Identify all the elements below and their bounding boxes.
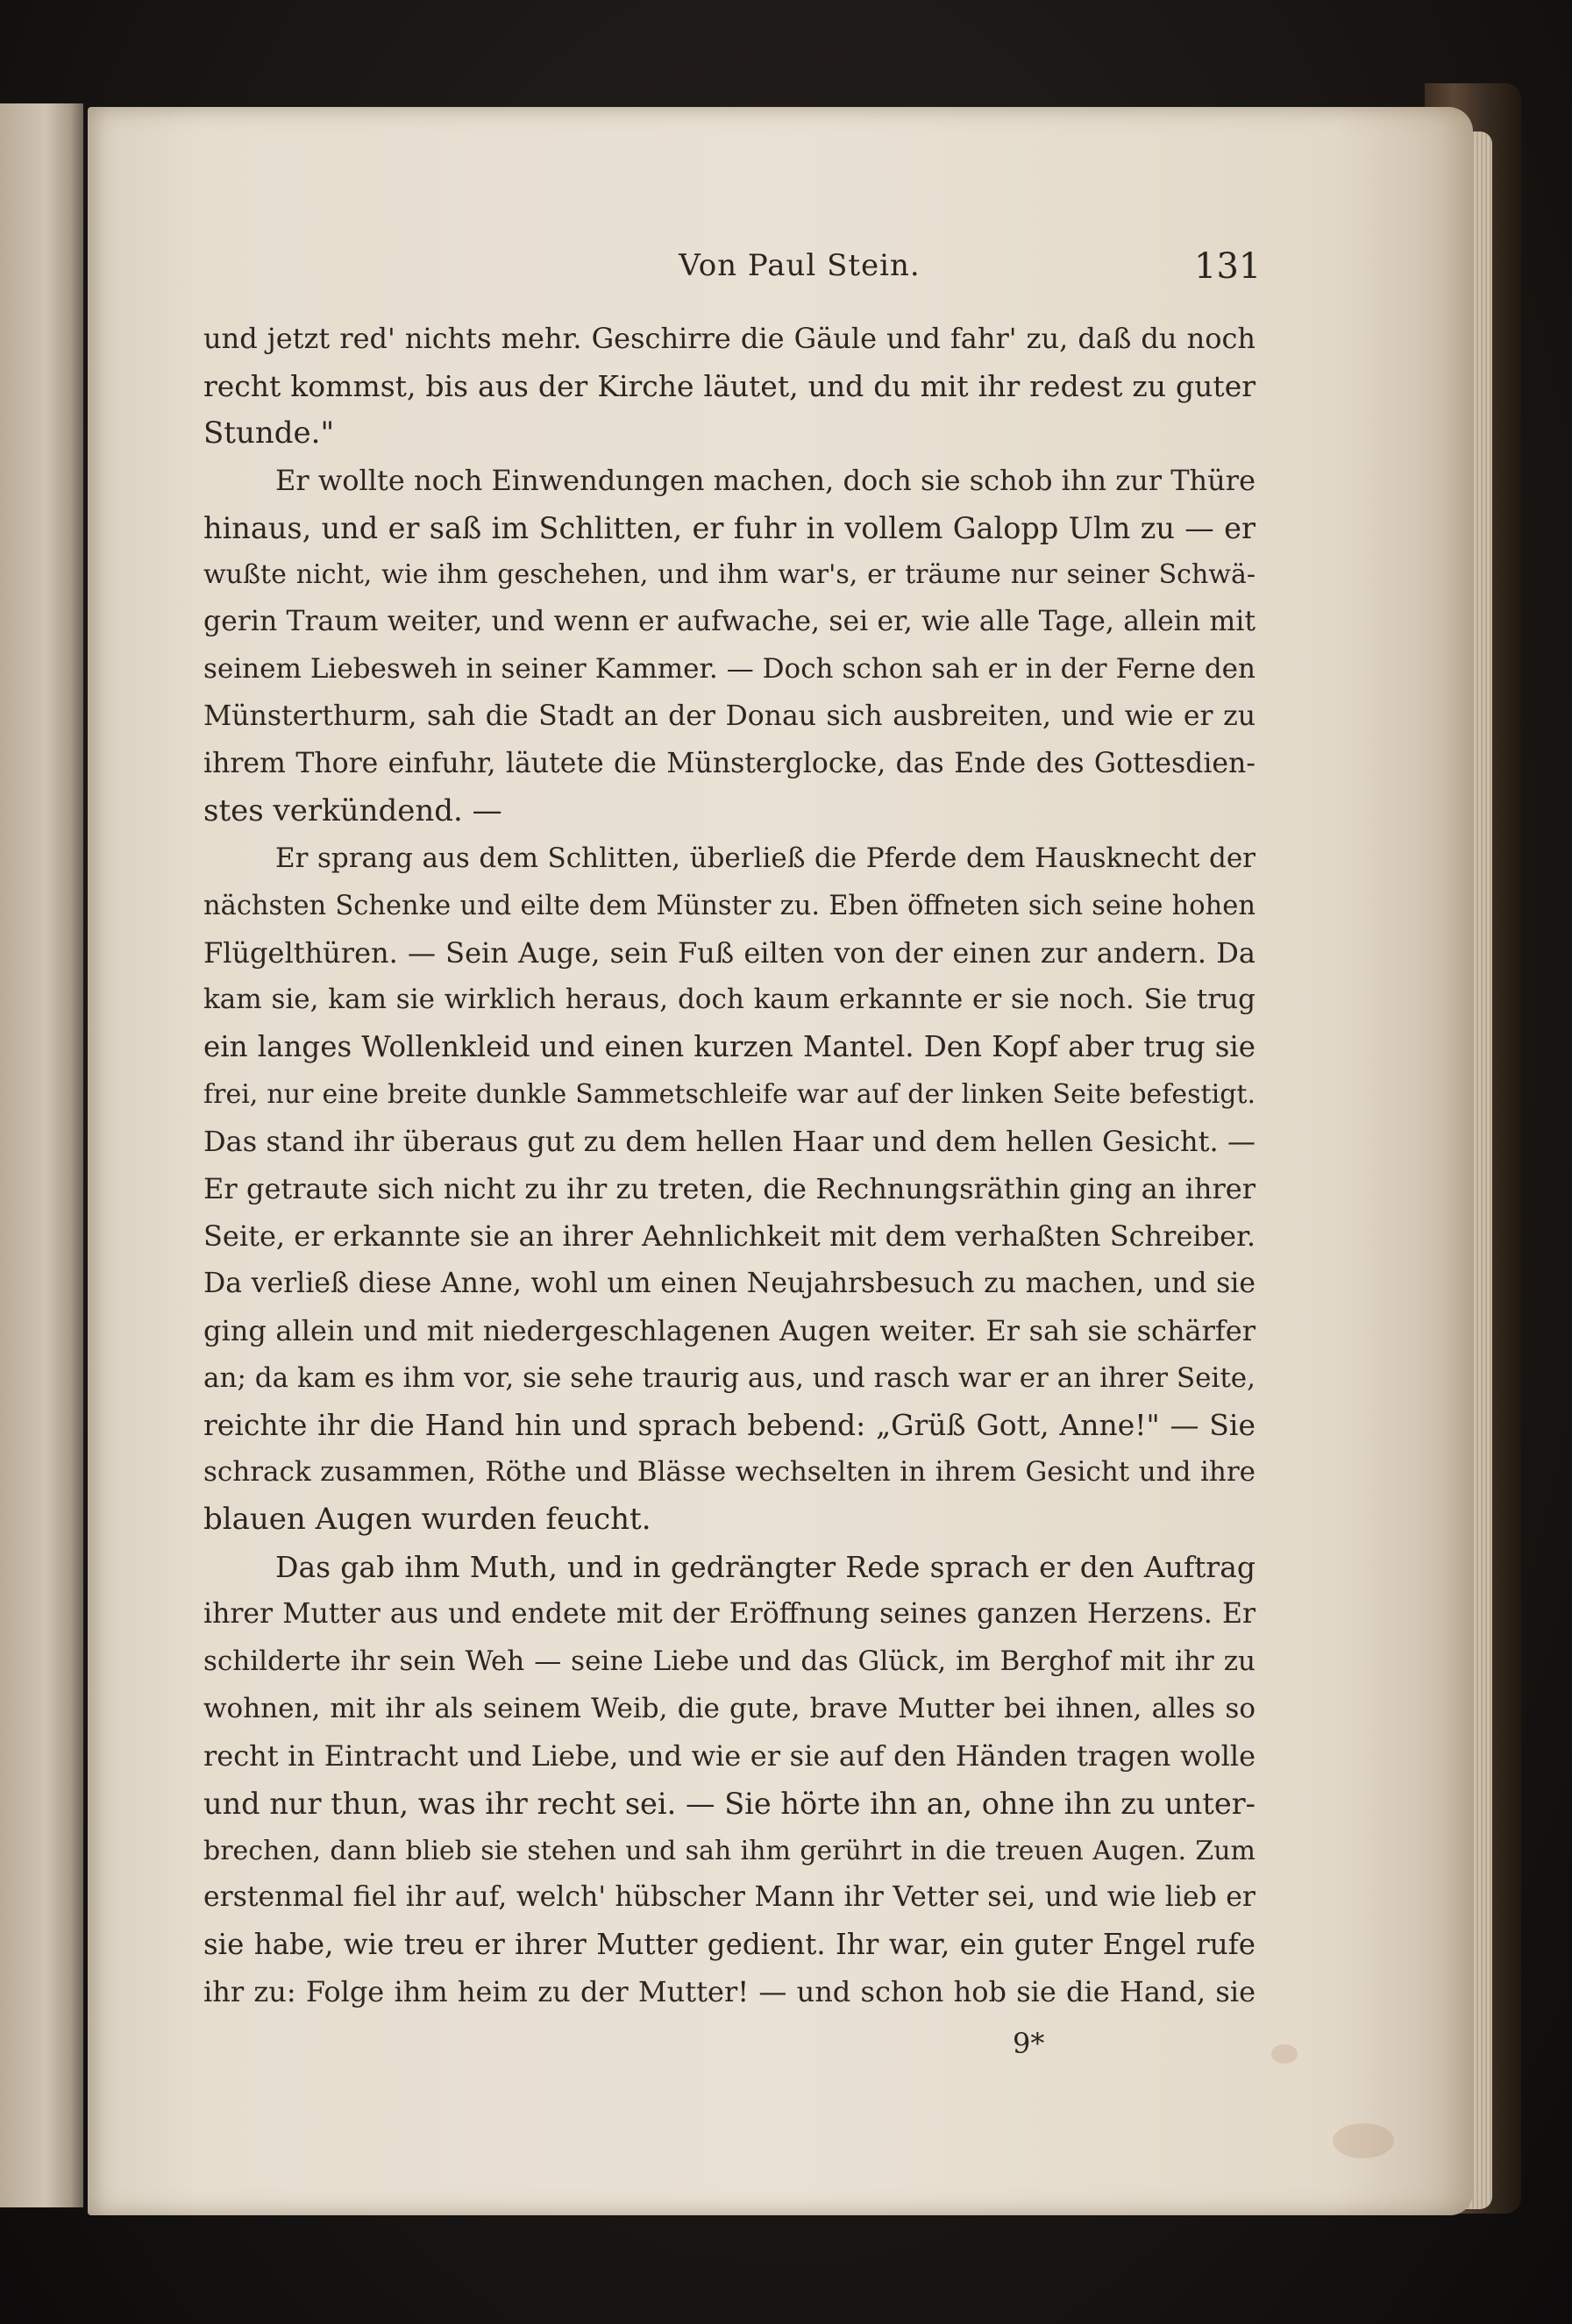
text-line: wußte nicht, wie ihm geschehen, und ihm war's, er träume nur seiner Schwä- (203, 559, 1255, 591)
body-text (203, 316, 1255, 2016)
text-line: Stunde." (203, 415, 335, 451)
running-title: Von Paul Stein. (679, 248, 921, 283)
text-line: recht in Eintracht und Liebe, und wie er sie auf den Händen tragen wolle (203, 1738, 1255, 1773)
text-line: ein langes Wollenkleid und einen kurzen Mantel. Den Kopf aber trug sie (203, 1030, 1255, 1064)
text-line: frei, nur eine breite dunkle Sammetschleife war auf der linken Seite befestigt. (203, 1079, 1255, 1111)
text-line: Flügelthüren. — Sein Auge, sein Fuß eilten von der einen zur andern. Da (203, 935, 1255, 970)
text-line: kam sie, kam sie wirklich heraus, doch kaum erkannte er sie noch. Sie trug (203, 984, 1255, 1016)
text-line: gerin Traum weiter, und wenn er aufwache, sei er, wie alle Tage, allein mit (203, 606, 1255, 638)
text-line: nächsten Schenke und eilte dem Münster zu. Eben öffneten sich seine hohen (203, 890, 1255, 921)
text-line: stes verkündend. — (203, 792, 502, 828)
text-line: ging allein und mit niedergeschlagenen Augen weiter. Er sah sie schärfer (203, 1313, 1255, 1347)
text-line: sie habe, wie treu er ihrer Mutter gedient. Ihr war, ein guter Engel rufe (203, 1928, 1255, 1962)
text-line: hinaus, und er saß im Schlitten, er fuhr in vollem Galopp Ulm zu — er (203, 510, 1255, 545)
text-line: wohnen, mit ihr als seinem Weib, die gute, brave Mutter bei ihnen, alles so (203, 1692, 1255, 1724)
text-line: erstenmal fiel ihr auf, welch' hübscher Mann ihr Vetter sei, und wie lieb er (203, 1881, 1255, 1914)
text-line: Er sprang aus dem Schlitten, überließ die Pferde dem Hausknecht der (275, 842, 1255, 874)
text-line: schilderte ihr sein Weh — seine Liebe und das Glück, im Berghof mit ihr zu (203, 1645, 1255, 1677)
text-line: reichte ihr die Hand hin und sprach bebend: „Grüß Gott, Anne!" — Sie (203, 1408, 1255, 1443)
text-line: ihr zu: Folge ihm heim zu der Mutter! — und schon hob sie die Hand, sie (203, 1975, 1255, 2009)
text-line: an; da kam es ihm vor, sie sehe traurig aus, und rasch war er an ihrer Seite, (203, 1361, 1255, 1394)
page-number: 131 (1194, 246, 1262, 287)
running-header (88, 248, 1473, 292)
paper-stain (1333, 2123, 1394, 2158)
text-line: recht kommst, bis aus der Kirche läutet, und du mit ihr redest zu guter (203, 368, 1255, 403)
text-line: und jetzt red' nichts mehr. Geschirre die Gäule und fahr' zu, daß du noch (203, 322, 1255, 355)
text-line: Das gab ihm Muth, und in gedrängter Rede sprach er den Auftrag (275, 1550, 1255, 1585)
text-line: Das stand ihr überaus gut zu dem hellen Haar und dem hellen Gesicht. — (203, 1125, 1255, 1159)
signature-mark: 9* (1013, 2027, 1045, 2060)
text-line: ihrer Mutter aus und endete mit der Eröffnung seines ganzen Herzens. Er (203, 1598, 1255, 1631)
text-line: seinem Liebesweh in seiner Kammer. — Doch schon sah er in der Ferne den (203, 653, 1255, 686)
text-line: Er wollte noch Einwendungen machen, doch sie schob ihn zur Thüre (275, 463, 1255, 497)
text-line: und nur thun, was ihr recht sei. — Sie hörte ihn an, ohne ihn zu unter- (203, 1786, 1255, 1821)
left-page-edge (0, 103, 83, 2207)
text-line: Seite, er erkannte sie an ihrer Aehnlichkeit mit dem verhaßten Schreiber. (203, 1219, 1255, 1253)
text-line: Er getraute sich nicht zu ihr zu treten, die Rechnungsräthin ging an ihrer (203, 1172, 1255, 1206)
text-line: brechen, dann blieb sie stehen und sah ihm gerührt in die treuen Augen. Zum (203, 1835, 1255, 1866)
text-line: schrack zusammen, Röthe und Blässe wechselten in ihrem Gesicht und ihre (203, 1456, 1255, 1489)
text-line: Da verließ diese Anne, wohl um einen Neujahrsbesuch zu machen, und sie (203, 1267, 1255, 1299)
text-line: ihrem Thore einfuhr, läutete die Münsterglocke, das Ende des Gottesdien- (203, 748, 1255, 780)
paper-stain (1271, 2044, 1298, 2064)
text-line: Münsterthurm, sah die Stadt an der Donau sich ausbreiten, und wie er zu (203, 700, 1255, 733)
text-line: blauen Augen wurden feucht. (203, 1502, 651, 1538)
